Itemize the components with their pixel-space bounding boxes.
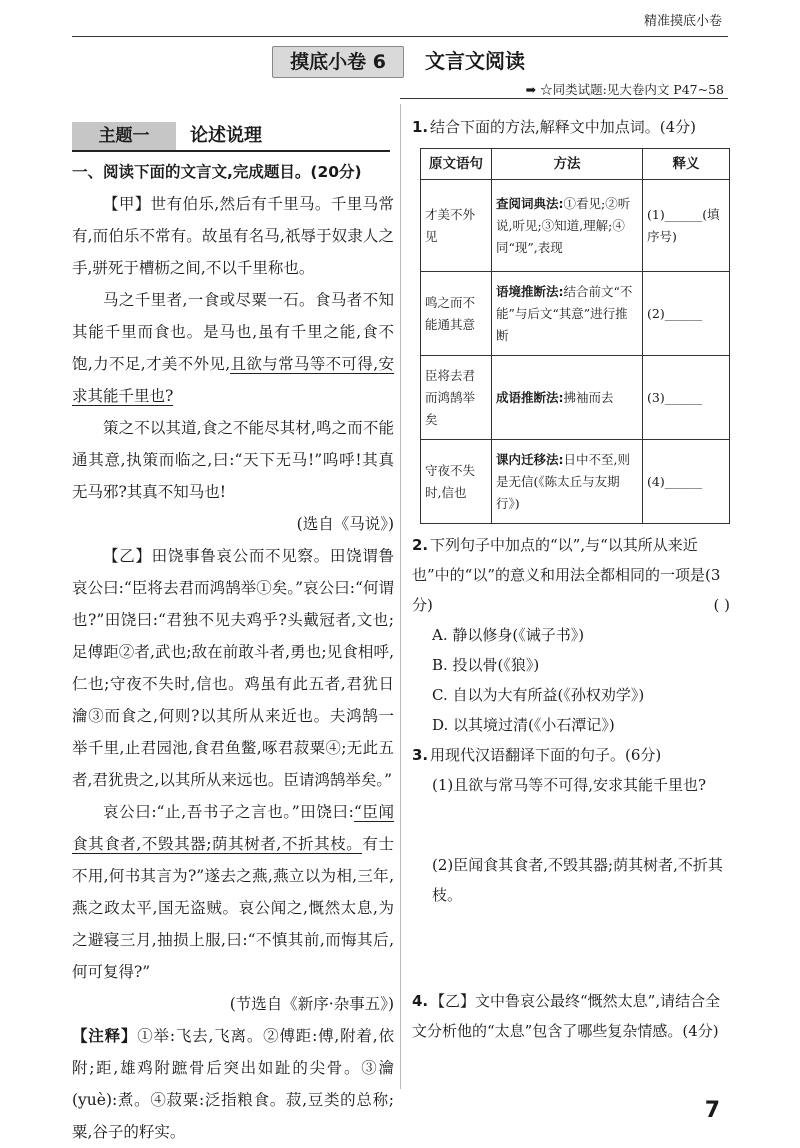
option-b[interactable]: B. 投以骨(《狼》) <box>432 656 540 674</box>
question-1 <box>412 112 730 142</box>
paper-title: 文言文阅读 <box>425 49 525 73</box>
passage-b-p2 <box>72 796 394 988</box>
passage-b-source: (节选自《新序·杂事五》) <box>229 995 394 1013</box>
passage-a-source: (选自《马说》) <box>296 515 394 533</box>
table-row <box>421 356 730 440</box>
question-2-stem: 下列句子中加点的“以”,与“以其所从来近也”中的“以”的意义和用法全都相同的一项是(3分) <box>412 536 721 614</box>
theme-name: 论述说理 <box>190 125 262 146</box>
page-number: 7 <box>704 1098 720 1123</box>
question-2-number: 2. <box>412 536 429 554</box>
answer-blank[interactable]: (1)______(填序号) <box>643 180 730 272</box>
section-title: 一、阅读下面的文言文,完成题目。(20分) <box>72 163 362 181</box>
table-cell-sentence: 鸣之而不能通其意 <box>421 272 492 356</box>
method-text: ①看见;②听说,听见;③知道,理解;④同“现”,表现 <box>496 195 631 255</box>
passage-a-p3: 策之不以其道,食之不能尽其材,鸣之而不能通其意,执策而临之,曰:“天下无马!”呜呼!其真无马邪?其真不知马也! <box>72 419 394 501</box>
translation-sentence-1: (1)且欲与常马等不可得,安求其能千里也? <box>432 776 707 794</box>
table-header-meaning: 释义 <box>643 149 730 180</box>
question-4-number: 4. <box>412 992 429 1010</box>
question-4 <box>412 986 730 1046</box>
answer-space-2[interactable] <box>412 910 730 986</box>
header-rule <box>72 36 728 37</box>
passage-b-p1: 【乙】田饶事鲁哀公而不见察。田饶谓鲁哀公曰:“臣将去君而鸿鹄举①矣。”哀公曰:“何谓也?”田饶曰:“君独不见夫鸡乎?头戴冠者,文也;足傅距②者,武也;敌在前敢斗者,勇也;见食相呼,仁也;守夜不失时,信也。鸡虽有此五者,君犹日瀹③而食之,何则?以其所从来近也。夫鸿鹄一举千里,止君园池,食君鱼鳖,啄君菽粟④;无此五者,君犹贵之,以其所从来远也。臣请鸿鹄举矣。” <box>72 547 394 789</box>
notes-label: 【注释】 <box>72 1027 138 1045</box>
method-text: 日中不至,则是无信(《陈太丘与友期行》) <box>496 451 630 511</box>
passage-b-p2-start: 哀公曰:“止,吾书子之言也。”田饶曰: <box>103 803 354 821</box>
option-c[interactable]: C. 自以为大有所益(《孙权劝学》) <box>432 686 645 704</box>
question-column <box>412 112 730 1046</box>
answer-paren[interactable]: ( ) <box>713 596 730 614</box>
question-3-stem: 用现代汉语翻译下面的句子。(6分) <box>430 746 662 764</box>
table-header-row <box>421 149 730 180</box>
table-cell-method <box>492 180 643 272</box>
reference-note <box>526 80 724 98</box>
arrow-icon: ➡ <box>525 82 537 97</box>
passage-a-p2 <box>72 284 394 412</box>
passage-b-underlined-sentence: “臣闻食其食者,不毁其器;荫其树者,不折其枝。 <box>72 803 394 853</box>
question-4-stem: 【乙】文中鲁哀公最终“慨然太息”,请结合全文分析他的“太息”包含了哪些复杂情感。(4分) <box>412 992 721 1040</box>
reference-rule <box>400 98 728 99</box>
table-cell-sentence: 才美不外见 <box>421 180 492 272</box>
method-text: 拂袖而去 <box>563 389 614 405</box>
table-cell-sentence: 臣将去君而鸿鹄举矣 <box>421 356 492 440</box>
notes-text: ①举:飞去,飞离。②傅距:傅,附着,依附;距,雄鸡附蹠骨后突出如趾的尖骨。③瀹(yuè):煮。④菽粟:泛指粮食。菽,豆类的总称;粟,谷子的籽实。 <box>72 1027 394 1141</box>
table-cell-sentence: 守夜不失时,信也 <box>421 440 492 524</box>
table-row <box>421 440 730 524</box>
table-header-sentence: 原文语句 <box>421 149 492 180</box>
table-cell-method <box>492 272 643 356</box>
column-divider <box>400 104 401 1089</box>
table-cell-method <box>492 356 643 440</box>
table-row <box>421 272 730 356</box>
method-name: 课内迁移法: <box>496 451 564 467</box>
question-3 <box>412 740 730 770</box>
method-name: 成语推断法: <box>496 389 564 405</box>
option-a[interactable]: A. 静以修身(《诫子书》) <box>432 626 585 644</box>
method-name: 语境推断法: <box>496 283 564 299</box>
passage-column <box>72 156 394 1148</box>
translation-sentence-2: (2)臣闻食其食者,不毁其器;荫其树者,不折其枝。 <box>432 856 723 904</box>
passage-a-p1: 【甲】世有伯乐,然后有千里马。千里马常有,而伯乐不常有。故虽有名马,祇辱于奴隶人之手,骈死于槽枥之间,不以千里称也。 <box>72 195 394 277</box>
answer-blank[interactable]: (3)______ <box>643 356 730 440</box>
passage-b-p2-end: 有士不用,何书其言为?”遂去之燕,燕立以为相,三年,燕之政太平,国无盗贼。哀公闻之,慨然太息,为之避寝三月,抽损上服,曰:“不慎其前,而悔其后,何可复得?” <box>72 835 394 981</box>
series-label: 精准摸底小卷 <box>643 14 722 29</box>
reference-text: ☆同类试题:见大卷内文 P47~58 <box>540 82 724 97</box>
method-text: 结合前文“不能”与后文“其意”进行推断 <box>496 283 633 343</box>
table-cell-method <box>492 440 643 524</box>
notes <box>72 1020 394 1148</box>
question-2 <box>412 530 730 620</box>
question-1-number: 1. <box>412 118 429 136</box>
question-1-stem: 结合下面的方法,解释文中加点词。(4分) <box>430 118 697 136</box>
question-3-number: 3. <box>412 746 429 764</box>
theme-tag: 主题一 <box>72 122 176 150</box>
method-name: 查阅词典法: <box>496 195 564 211</box>
method-table <box>420 148 730 524</box>
table-row <box>421 180 730 272</box>
answer-blank[interactable]: (4)______ <box>643 440 730 524</box>
passage-a-underlined-sentence: 且欲与常马等不可得,安求其能千里也? <box>72 355 394 405</box>
answer-space-1[interactable] <box>412 800 730 850</box>
table-header-method: 方法 <box>492 149 643 180</box>
passage-a-p2-text: 马之千里者,一食或尽粟一石。食马者不知其能千里而食也。是马也,虽有千里之能,食不饱,力不足,才美不外见, <box>72 291 394 373</box>
option-d[interactable]: D. 以其境过清(《小石潭记》) <box>432 716 615 734</box>
answer-blank[interactable]: (2)______ <box>643 272 730 356</box>
paper-number-box: 摸底小卷 6 <box>272 46 404 78</box>
